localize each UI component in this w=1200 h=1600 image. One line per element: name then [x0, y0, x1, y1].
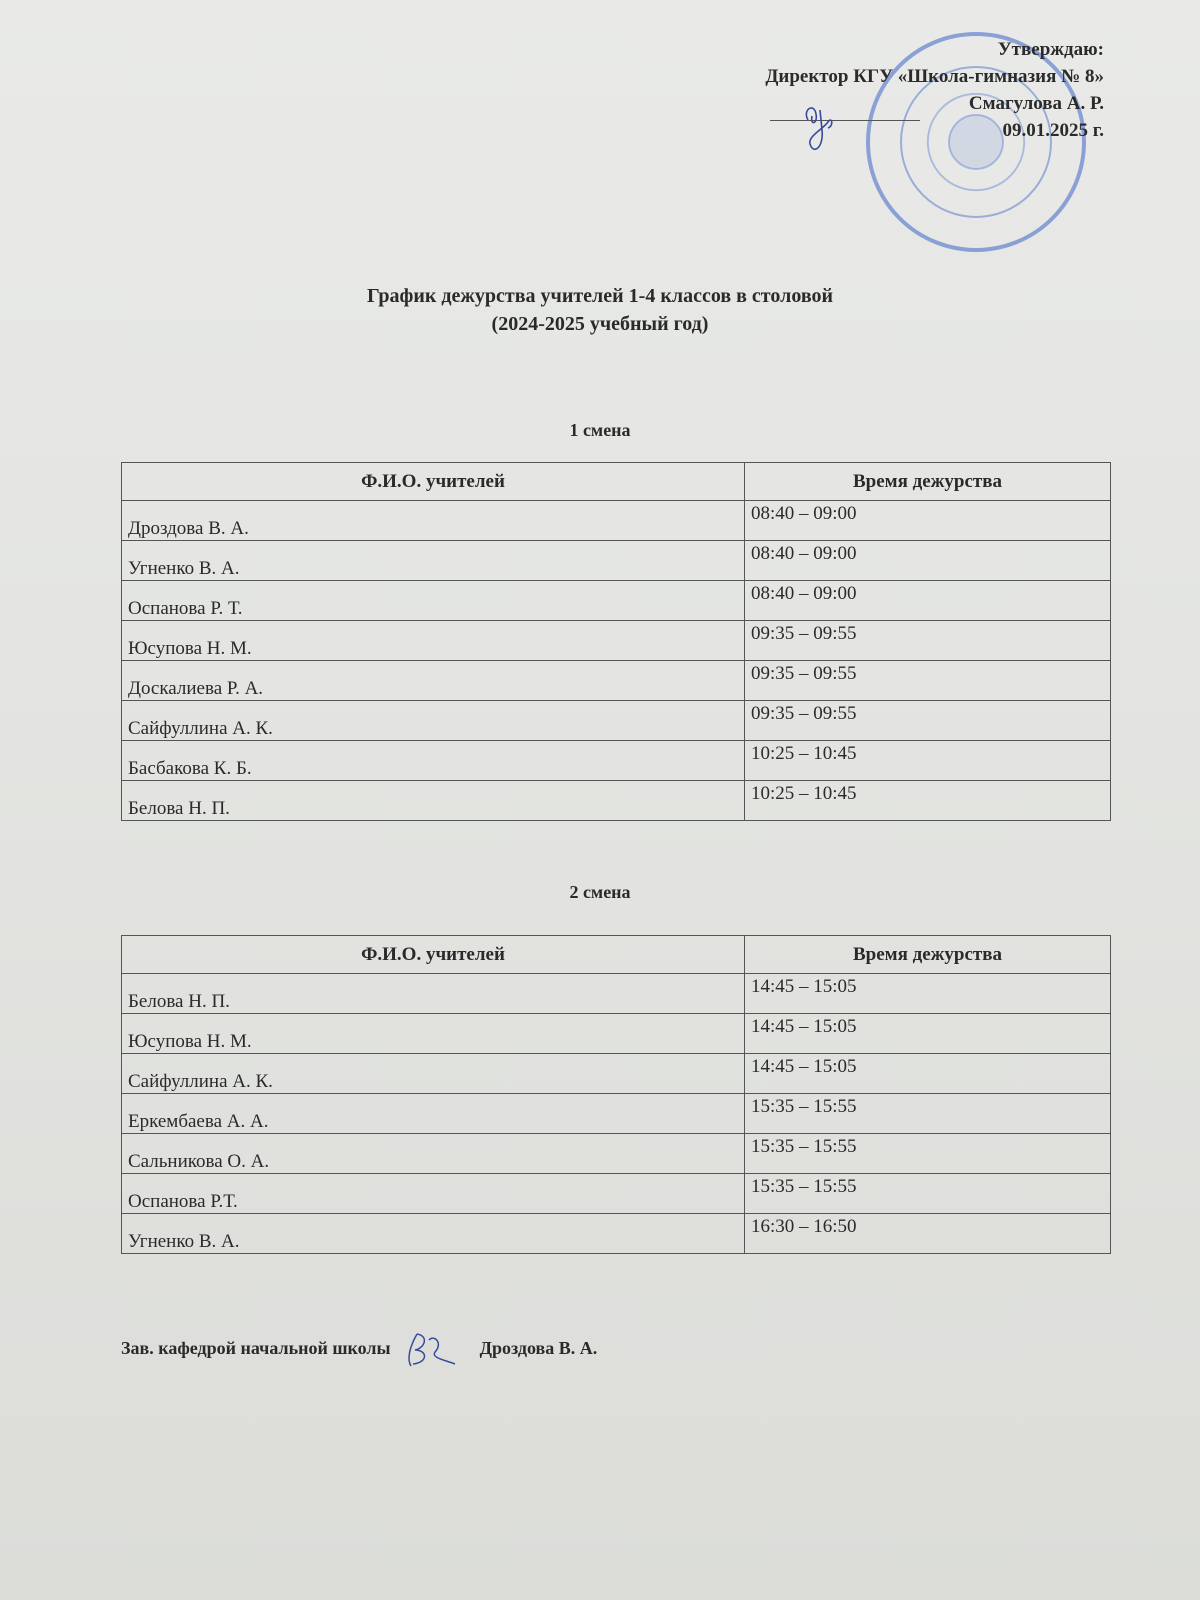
teacher-name: Сальникова О. А.: [122, 1134, 745, 1174]
header-duty-time: Время дежурства: [745, 463, 1111, 501]
document-title: [0, 282, 1200, 338]
table-row: [122, 581, 1111, 621]
teacher-name: Оспанова Р.Т.: [122, 1174, 745, 1214]
table-row: [122, 701, 1111, 741]
duty-time: 14:45 – 15:05: [745, 1014, 1111, 1054]
duty-time: 14:45 – 15:05: [745, 1054, 1111, 1094]
teacher-name: Белова Н. П.: [122, 781, 745, 821]
table-row: [122, 661, 1111, 701]
teacher-name: Басбакова К. Б.: [122, 741, 745, 781]
duty-time: 14:45 – 15:05: [745, 974, 1111, 1014]
table-row: [122, 541, 1111, 581]
duty-time: 10:25 – 10:45: [745, 741, 1111, 781]
teacher-name: Юсупова Н. М.: [122, 621, 745, 661]
shift-1-table: [121, 462, 1111, 821]
teacher-name: Сайфуллина А. К.: [122, 1054, 745, 1094]
duty-time: 08:40 – 09:00: [745, 581, 1111, 621]
duty-time: 15:35 – 15:55: [745, 1174, 1111, 1214]
approval-line-approve: Утверждаю:: [997, 39, 1104, 60]
approval-line-name: Смагулова А. Р.: [968, 93, 1104, 114]
duty-time: 09:35 – 09:55: [745, 661, 1111, 701]
director-signature-icon: [800, 100, 850, 160]
table-row: [122, 1134, 1111, 1174]
teacher-name: Дроздова В. А.: [122, 501, 745, 541]
footer-signature-block: [121, 1330, 597, 1370]
table-row: [122, 1054, 1111, 1094]
table-row: [122, 1014, 1111, 1054]
teacher-name: Белова Н. П.: [122, 974, 745, 1014]
shift-2-title: 2 смена: [569, 882, 631, 902]
shift-2-table: [121, 935, 1111, 1254]
duty-time: 15:35 – 15:55: [745, 1094, 1111, 1134]
table-header-row: [122, 936, 1111, 974]
table-row: [122, 1094, 1111, 1134]
teacher-name: Сайфуллина А. К.: [122, 701, 745, 741]
duty-time: 15:35 – 15:55: [745, 1134, 1111, 1174]
approval-line-director: Директор КГУ «Школа-гимназия № 8»: [765, 66, 1104, 87]
teacher-name: Юсупова Н. М.: [122, 1014, 745, 1054]
table-row: [122, 1174, 1111, 1214]
teacher-name: Еркембаева А. А.: [122, 1094, 745, 1134]
teacher-name: Оспанова Р. Т.: [122, 581, 745, 621]
duty-time: 09:35 – 09:55: [745, 701, 1111, 741]
duty-time: 08:40 – 09:00: [745, 541, 1111, 581]
footer-name: Дроздова В. А.: [479, 1338, 598, 1359]
header-duty-time: Время дежурства: [745, 936, 1111, 974]
table-header-row: [122, 463, 1111, 501]
table-row: [122, 621, 1111, 661]
head-signature-icon: [395, 1330, 475, 1370]
shift-1-title: 1 смена: [569, 420, 631, 440]
teacher-name: Угненко В. А.: [122, 541, 745, 581]
footer-position: Зав. кафедрой начальной школы: [121, 1338, 391, 1359]
duty-time: 10:25 – 10:45: [745, 781, 1111, 821]
title-line-1: График дежурства учителей 1-4 классов в столовой: [366, 285, 834, 307]
duty-time: 16:30 – 16:50: [745, 1214, 1111, 1254]
approval-line-date: 09.01.2025 г.: [1002, 120, 1104, 141]
header-teacher-name: Ф.И.О. учителей: [122, 936, 745, 974]
table-row: [122, 781, 1111, 821]
header-teacher-name: Ф.И.О. учителей: [122, 463, 745, 501]
teacher-name: Доскалиева Р. А.: [122, 661, 745, 701]
duty-time: 08:40 – 09:00: [745, 501, 1111, 541]
table-row: [122, 1214, 1111, 1254]
teacher-name: Угненко В. А.: [122, 1214, 745, 1254]
table-row: [122, 974, 1111, 1014]
table-row: [122, 741, 1111, 781]
duty-time: 09:35 – 09:55: [745, 621, 1111, 661]
title-line-2: (2024-2025 учебный год): [491, 313, 709, 335]
table-row: [122, 501, 1111, 541]
